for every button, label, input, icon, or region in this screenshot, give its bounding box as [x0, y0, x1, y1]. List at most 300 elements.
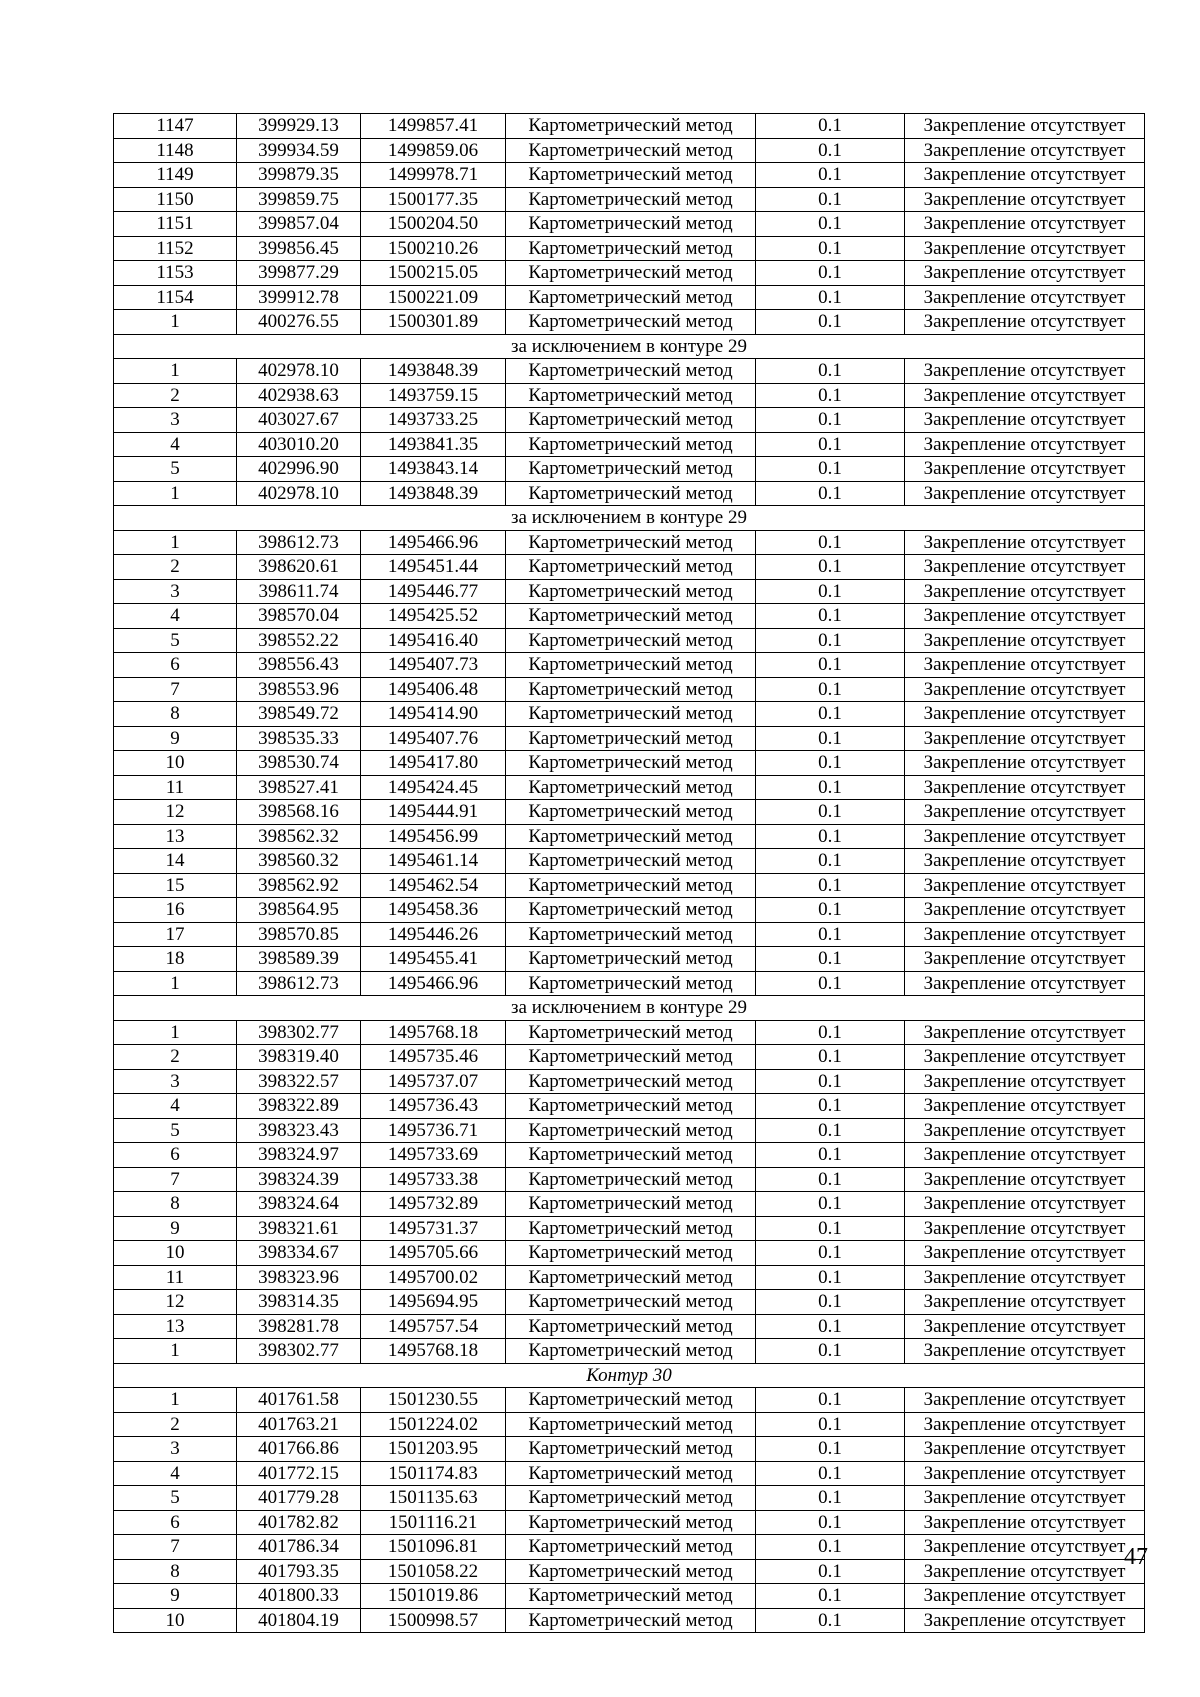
x-coordinate-cell: 401800.33 — [237, 1584, 361, 1609]
x-coordinate-cell: 398568.16 — [237, 800, 361, 825]
table-row — [114, 1437, 1145, 1462]
table-row — [114, 1510, 1145, 1535]
y-coordinate-cell: 1495462.54 — [361, 873, 506, 898]
table-row — [114, 604, 1145, 629]
point-number-cell: 1148 — [114, 138, 237, 163]
accuracy-cell: 0.1 — [756, 1388, 905, 1413]
accuracy-cell: 0.1 — [756, 457, 905, 482]
y-coordinate-cell: 1501116.21 — [361, 1510, 506, 1535]
point-number-cell: 5 — [114, 1486, 237, 1511]
table-row — [114, 726, 1145, 751]
y-coordinate-cell: 1495407.73 — [361, 653, 506, 678]
point-number-cell: 12 — [114, 1290, 237, 1315]
method-cell: Картометрический метод — [506, 1045, 756, 1070]
y-coordinate-cell: 1501230.55 — [361, 1388, 506, 1413]
accuracy-cell: 0.1 — [756, 310, 905, 335]
method-cell: Картометрический метод — [506, 1192, 756, 1217]
fixing-description-cell: Закрепление отсутствует — [905, 1290, 1145, 1315]
y-coordinate-cell: 1495444.91 — [361, 800, 506, 825]
y-coordinate-cell: 1495466.96 — [361, 971, 506, 996]
point-number-cell: 13 — [114, 824, 237, 849]
table-row — [114, 922, 1145, 947]
section-header-label: за исключением в контуре 29 — [114, 996, 1145, 1021]
x-coordinate-cell: 401786.34 — [237, 1535, 361, 1560]
y-coordinate-cell: 1499859.06 — [361, 138, 506, 163]
point-number-cell: 10 — [114, 1608, 237, 1633]
table-row — [114, 1412, 1145, 1437]
point-number-cell: 7 — [114, 1535, 237, 1560]
point-number-cell: 1153 — [114, 261, 237, 286]
method-cell: Картометрический метод — [506, 1339, 756, 1364]
accuracy-cell: 0.1 — [756, 824, 905, 849]
section-header-row — [114, 996, 1145, 1021]
x-coordinate-cell: 398611.74 — [237, 579, 361, 604]
table-row — [114, 579, 1145, 604]
table-row — [114, 383, 1145, 408]
coordinates-table — [113, 113, 1145, 1633]
method-cell: Картометрический метод — [506, 1461, 756, 1486]
method-cell: Картометрический метод — [506, 1486, 756, 1511]
method-cell: Картометрический метод — [506, 212, 756, 237]
section-header-row — [114, 506, 1145, 531]
point-number-cell: 2 — [114, 1412, 237, 1437]
table-row — [114, 555, 1145, 580]
accuracy-cell: 0.1 — [756, 261, 905, 286]
accuracy-cell: 0.1 — [756, 947, 905, 972]
method-cell: Картометрический метод — [506, 432, 756, 457]
accuracy-cell: 0.1 — [756, 1510, 905, 1535]
x-coordinate-cell: 398589.39 — [237, 947, 361, 972]
x-coordinate-cell: 398564.95 — [237, 898, 361, 923]
fixing-description-cell: Закрепление отсутствует — [905, 457, 1145, 482]
fixing-description-cell: Закрепление отсутствует — [905, 971, 1145, 996]
method-cell: Картометрический метод — [506, 1216, 756, 1241]
table-row — [114, 1584, 1145, 1609]
point-number-cell: 8 — [114, 1192, 237, 1217]
point-number-cell: 18 — [114, 947, 237, 972]
fixing-description-cell: Закрепление отсутствует — [905, 310, 1145, 335]
method-cell: Картометрический метод — [506, 628, 756, 653]
accuracy-cell: 0.1 — [756, 873, 905, 898]
x-coordinate-cell: 402978.10 — [237, 359, 361, 384]
accuracy-cell: 0.1 — [756, 1143, 905, 1168]
point-number-cell: 1152 — [114, 236, 237, 261]
method-cell: Картометрический метод — [506, 702, 756, 727]
method-cell: Картометрический метод — [506, 481, 756, 506]
table-row — [114, 163, 1145, 188]
table-row — [114, 653, 1145, 678]
point-number-cell: 4 — [114, 432, 237, 457]
fixing-description-cell: Закрепление отсутствует — [905, 1118, 1145, 1143]
point-number-cell: 2 — [114, 383, 237, 408]
x-coordinate-cell: 399857.04 — [237, 212, 361, 237]
table-row — [114, 971, 1145, 996]
accuracy-cell: 0.1 — [756, 898, 905, 923]
accuracy-cell: 0.1 — [756, 163, 905, 188]
accuracy-cell: 0.1 — [756, 212, 905, 237]
method-cell: Картометрический метод — [506, 726, 756, 751]
accuracy-cell: 0.1 — [756, 1608, 905, 1633]
point-number-cell: 3 — [114, 579, 237, 604]
fixing-description-cell: Закрепление отсутствует — [905, 702, 1145, 727]
y-coordinate-cell: 1495406.48 — [361, 677, 506, 702]
accuracy-cell: 0.1 — [756, 530, 905, 555]
x-coordinate-cell: 398560.32 — [237, 849, 361, 874]
method-cell: Картометрический метод — [506, 751, 756, 776]
x-coordinate-cell: 403010.20 — [237, 432, 361, 457]
y-coordinate-cell: 1501174.83 — [361, 1461, 506, 1486]
point-number-cell: 1 — [114, 1388, 237, 1413]
y-coordinate-cell: 1495768.18 — [361, 1339, 506, 1364]
method-cell: Картометрический метод — [506, 285, 756, 310]
x-coordinate-cell: 399929.13 — [237, 114, 361, 139]
y-coordinate-cell: 1495731.37 — [361, 1216, 506, 1241]
method-cell: Картометрический метод — [506, 824, 756, 849]
point-number-cell: 17 — [114, 922, 237, 947]
page-number: 47 — [1124, 1544, 1148, 1570]
method-cell: Картометрический метод — [506, 187, 756, 212]
x-coordinate-cell: 398549.72 — [237, 702, 361, 727]
table-row — [114, 236, 1145, 261]
fixing-description-cell: Закрепление отсутствует — [905, 1608, 1145, 1633]
accuracy-cell: 0.1 — [756, 1020, 905, 1045]
x-coordinate-cell: 402938.63 — [237, 383, 361, 408]
fixing-description-cell: Закрепление отсутствует — [905, 579, 1145, 604]
fixing-description-cell: Закрепление отсутствует — [905, 1388, 1145, 1413]
accuracy-cell: 0.1 — [756, 1069, 905, 1094]
fixing-description-cell: Закрепление отсутствует — [905, 1559, 1145, 1584]
table-row — [114, 1216, 1145, 1241]
fixing-description-cell: Закрепление отсутствует — [905, 285, 1145, 310]
accuracy-cell: 0.1 — [756, 702, 905, 727]
y-coordinate-cell: 1495733.69 — [361, 1143, 506, 1168]
accuracy-cell: 0.1 — [756, 1486, 905, 1511]
section-header-label: за исключением в контуре 29 — [114, 334, 1145, 359]
y-coordinate-cell: 1495705.66 — [361, 1241, 506, 1266]
x-coordinate-cell: 398322.89 — [237, 1094, 361, 1119]
accuracy-cell: 0.1 — [756, 114, 905, 139]
point-number-cell: 4 — [114, 1461, 237, 1486]
y-coordinate-cell: 1500210.26 — [361, 236, 506, 261]
table-row — [114, 261, 1145, 286]
table-row — [114, 432, 1145, 457]
x-coordinate-cell: 398314.35 — [237, 1290, 361, 1315]
method-cell: Картометрический метод — [506, 138, 756, 163]
table-row — [114, 1314, 1145, 1339]
accuracy-cell: 0.1 — [756, 1094, 905, 1119]
y-coordinate-cell: 1500998.57 — [361, 1608, 506, 1633]
accuracy-cell: 0.1 — [756, 1241, 905, 1266]
fixing-description-cell: Закрепление отсутствует — [905, 138, 1145, 163]
table-row — [114, 947, 1145, 972]
x-coordinate-cell: 399877.29 — [237, 261, 361, 286]
fixing-description-cell: Закрепление отсутствует — [905, 261, 1145, 286]
fixing-description-cell: Закрепление отсутствует — [905, 481, 1145, 506]
point-number-cell: 5 — [114, 457, 237, 482]
accuracy-cell: 0.1 — [756, 604, 905, 629]
method-cell: Картометрический метод — [506, 555, 756, 580]
y-coordinate-cell: 1493848.39 — [361, 481, 506, 506]
fixing-description-cell: Закрепление отсутствует — [905, 726, 1145, 751]
point-number-cell: 16 — [114, 898, 237, 923]
method-cell: Картометрический метод — [506, 922, 756, 947]
x-coordinate-cell: 398562.92 — [237, 873, 361, 898]
x-coordinate-cell: 398324.64 — [237, 1192, 361, 1217]
table-row — [114, 1608, 1145, 1633]
fixing-description-cell: Закрепление отсутствует — [905, 751, 1145, 776]
point-number-cell: 9 — [114, 1216, 237, 1241]
accuracy-cell: 0.1 — [756, 359, 905, 384]
method-cell: Картометрический метод — [506, 408, 756, 433]
x-coordinate-cell: 398527.41 — [237, 775, 361, 800]
fixing-description-cell: Закрепление отсутствует — [905, 1584, 1145, 1609]
y-coordinate-cell: 1495461.14 — [361, 849, 506, 874]
table-row — [114, 285, 1145, 310]
y-coordinate-cell: 1495733.38 — [361, 1167, 506, 1192]
y-coordinate-cell: 1501019.86 — [361, 1584, 506, 1609]
fixing-description-cell: Закрепление отсутствует — [905, 163, 1145, 188]
point-number-cell: 9 — [114, 1584, 237, 1609]
accuracy-cell: 0.1 — [756, 1314, 905, 1339]
fixing-description-cell: Закрепление отсутствует — [905, 236, 1145, 261]
fixing-description-cell: Закрепление отсутствует — [905, 1069, 1145, 1094]
table-row — [114, 628, 1145, 653]
method-cell: Картометрический метод — [506, 873, 756, 898]
fixing-description-cell: Закрепление отсутствует — [905, 1486, 1145, 1511]
point-number-cell: 1149 — [114, 163, 237, 188]
x-coordinate-cell: 400276.55 — [237, 310, 361, 335]
x-coordinate-cell: 398556.43 — [237, 653, 361, 678]
table-row — [114, 408, 1145, 433]
y-coordinate-cell: 1500204.50 — [361, 212, 506, 237]
fixing-description-cell: Закрепление отсутствует — [905, 800, 1145, 825]
y-coordinate-cell: 1495446.77 — [361, 579, 506, 604]
point-number-cell: 8 — [114, 1559, 237, 1584]
y-coordinate-cell: 1495700.02 — [361, 1265, 506, 1290]
x-coordinate-cell: 398324.39 — [237, 1167, 361, 1192]
method-cell: Картометрический метод — [506, 1143, 756, 1168]
table-row — [114, 138, 1145, 163]
fixing-description-cell: Закрепление отсутствует — [905, 1339, 1145, 1364]
method-cell: Картометрический метод — [506, 1265, 756, 1290]
y-coordinate-cell: 1500221.09 — [361, 285, 506, 310]
fixing-description-cell: Закрепление отсутствует — [905, 1143, 1145, 1168]
table-row — [114, 849, 1145, 874]
x-coordinate-cell: 401793.35 — [237, 1559, 361, 1584]
fixing-description-cell: Закрепление отсутствует — [905, 628, 1145, 653]
accuracy-cell: 0.1 — [756, 1290, 905, 1315]
accuracy-cell: 0.1 — [756, 849, 905, 874]
y-coordinate-cell: 1495466.96 — [361, 530, 506, 555]
x-coordinate-cell: 399879.35 — [237, 163, 361, 188]
x-coordinate-cell: 403027.67 — [237, 408, 361, 433]
accuracy-cell: 0.1 — [756, 1535, 905, 1560]
table-row — [114, 530, 1145, 555]
x-coordinate-cell: 401763.21 — [237, 1412, 361, 1437]
fixing-description-cell: Закрепление отсутствует — [905, 359, 1145, 384]
point-number-cell: 6 — [114, 1143, 237, 1168]
accuracy-cell: 0.1 — [756, 1412, 905, 1437]
method-cell: Картометрический метод — [506, 775, 756, 800]
point-number-cell: 15 — [114, 873, 237, 898]
x-coordinate-cell: 402996.90 — [237, 457, 361, 482]
point-number-cell: 7 — [114, 1167, 237, 1192]
fixing-description-cell: Закрепление отсутствует — [905, 1437, 1145, 1462]
point-number-cell: 5 — [114, 1118, 237, 1143]
accuracy-cell: 0.1 — [756, 1192, 905, 1217]
fixing-description-cell: Закрепление отсутствует — [905, 530, 1145, 555]
accuracy-cell: 0.1 — [756, 408, 905, 433]
y-coordinate-cell: 1495414.90 — [361, 702, 506, 727]
x-coordinate-cell: 398334.67 — [237, 1241, 361, 1266]
point-number-cell: 6 — [114, 1510, 237, 1535]
table-row — [114, 1118, 1145, 1143]
table-row — [114, 359, 1145, 384]
table-row — [114, 1045, 1145, 1070]
method-cell: Картометрический метод — [506, 1069, 756, 1094]
point-number-cell: 11 — [114, 1265, 237, 1290]
fixing-description-cell: Закрепление отсутствует — [905, 555, 1145, 580]
point-number-cell: 1150 — [114, 187, 237, 212]
table-row — [114, 898, 1145, 923]
accuracy-cell: 0.1 — [756, 481, 905, 506]
method-cell: Картометрический метод — [506, 947, 756, 972]
method-cell: Картометрический метод — [506, 1290, 756, 1315]
fixing-description-cell: Закрепление отсутствует — [905, 187, 1145, 212]
method-cell: Картометрический метод — [506, 114, 756, 139]
point-number-cell: 1 — [114, 1020, 237, 1045]
y-coordinate-cell: 1501224.02 — [361, 1412, 506, 1437]
table-row — [114, 1486, 1145, 1511]
y-coordinate-cell: 1495456.99 — [361, 824, 506, 849]
method-cell: Картометрический метод — [506, 359, 756, 384]
section-header-row — [114, 334, 1145, 359]
point-number-cell: 1 — [114, 971, 237, 996]
y-coordinate-cell: 1495735.46 — [361, 1045, 506, 1070]
x-coordinate-cell: 401782.82 — [237, 1510, 361, 1535]
accuracy-cell: 0.1 — [756, 1461, 905, 1486]
method-cell: Картометрический метод — [506, 677, 756, 702]
x-coordinate-cell: 399912.78 — [237, 285, 361, 310]
method-cell: Картометрический метод — [506, 898, 756, 923]
accuracy-cell: 0.1 — [756, 1216, 905, 1241]
accuracy-cell: 0.1 — [756, 1339, 905, 1364]
table-row — [114, 114, 1145, 139]
point-number-cell: 5 — [114, 628, 237, 653]
table-row — [114, 1020, 1145, 1045]
point-number-cell: 8 — [114, 702, 237, 727]
point-number-cell: 1151 — [114, 212, 237, 237]
accuracy-cell: 0.1 — [756, 1265, 905, 1290]
table-row — [114, 1339, 1145, 1364]
fixing-description-cell: Закрепление отсутствует — [905, 383, 1145, 408]
point-number-cell: 10 — [114, 751, 237, 776]
point-number-cell: 6 — [114, 653, 237, 678]
table-row — [114, 1265, 1145, 1290]
y-coordinate-cell: 1493759.15 — [361, 383, 506, 408]
accuracy-cell: 0.1 — [756, 432, 905, 457]
table-row — [114, 800, 1145, 825]
method-cell: Картометрический метод — [506, 1559, 756, 1584]
table-row — [114, 1388, 1145, 1413]
y-coordinate-cell: 1495694.95 — [361, 1290, 506, 1315]
method-cell: Картометрический метод — [506, 1020, 756, 1045]
x-coordinate-cell: 399856.45 — [237, 236, 361, 261]
point-number-cell: 3 — [114, 408, 237, 433]
point-number-cell: 9 — [114, 726, 237, 751]
method-cell: Картометрический метод — [506, 1584, 756, 1609]
y-coordinate-cell: 1495424.45 — [361, 775, 506, 800]
y-coordinate-cell: 1495757.54 — [361, 1314, 506, 1339]
point-number-cell: 12 — [114, 800, 237, 825]
method-cell: Картометрический метод — [506, 1241, 756, 1266]
method-cell: Картометрический метод — [506, 1388, 756, 1413]
y-coordinate-cell: 1501058.22 — [361, 1559, 506, 1584]
point-number-cell: 4 — [114, 1094, 237, 1119]
point-number-cell: 1147 — [114, 114, 237, 139]
accuracy-cell: 0.1 — [756, 653, 905, 678]
x-coordinate-cell: 398322.57 — [237, 1069, 361, 1094]
method-cell: Картометрический метод — [506, 1437, 756, 1462]
accuracy-cell: 0.1 — [756, 138, 905, 163]
fixing-description-cell: Закрепление отсутствует — [905, 1094, 1145, 1119]
table-row — [114, 1167, 1145, 1192]
x-coordinate-cell: 398530.74 — [237, 751, 361, 776]
y-coordinate-cell: 1493843.14 — [361, 457, 506, 482]
x-coordinate-cell: 398321.61 — [237, 1216, 361, 1241]
x-coordinate-cell: 398570.85 — [237, 922, 361, 947]
section-header-label: Контур 30 — [114, 1363, 1145, 1388]
method-cell: Картометрический метод — [506, 1510, 756, 1535]
y-coordinate-cell: 1495736.43 — [361, 1094, 506, 1119]
accuracy-cell: 0.1 — [756, 285, 905, 310]
accuracy-cell: 0.1 — [756, 1118, 905, 1143]
accuracy-cell: 0.1 — [756, 555, 905, 580]
point-number-cell: 1 — [114, 481, 237, 506]
table-row — [114, 457, 1145, 482]
y-coordinate-cell: 1495732.89 — [361, 1192, 506, 1217]
accuracy-cell: 0.1 — [756, 800, 905, 825]
x-coordinate-cell: 398302.77 — [237, 1339, 361, 1364]
x-coordinate-cell: 399934.59 — [237, 138, 361, 163]
point-number-cell: 13 — [114, 1314, 237, 1339]
method-cell: Картометрический метод — [506, 457, 756, 482]
x-coordinate-cell: 401804.19 — [237, 1608, 361, 1633]
x-coordinate-cell: 398553.96 — [237, 677, 361, 702]
fixing-description-cell: Закрепление отсутствует — [905, 653, 1145, 678]
point-number-cell: 4 — [114, 604, 237, 629]
point-number-cell: 2 — [114, 1045, 237, 1070]
y-coordinate-cell: 1493848.39 — [361, 359, 506, 384]
fixing-description-cell: Закрепление отсутствует — [905, 849, 1145, 874]
table-row — [114, 1143, 1145, 1168]
table-row — [114, 1290, 1145, 1315]
accuracy-cell: 0.1 — [756, 1167, 905, 1192]
method-cell: Картометрический метод — [506, 310, 756, 335]
y-coordinate-cell: 1501203.95 — [361, 1437, 506, 1462]
method-cell: Картометрический метод — [506, 800, 756, 825]
method-cell: Картометрический метод — [506, 1412, 756, 1437]
table-row — [114, 310, 1145, 335]
point-number-cell: 3 — [114, 1069, 237, 1094]
fixing-description-cell: Закрепление отсутствует — [905, 1020, 1145, 1045]
point-number-cell: 1 — [114, 530, 237, 555]
method-cell: Картометрический метод — [506, 1535, 756, 1560]
method-cell: Картометрический метод — [506, 1094, 756, 1119]
table-row — [114, 824, 1145, 849]
x-coordinate-cell: 398612.73 — [237, 530, 361, 555]
fixing-description-cell: Закрепление отсутствует — [905, 1241, 1145, 1266]
